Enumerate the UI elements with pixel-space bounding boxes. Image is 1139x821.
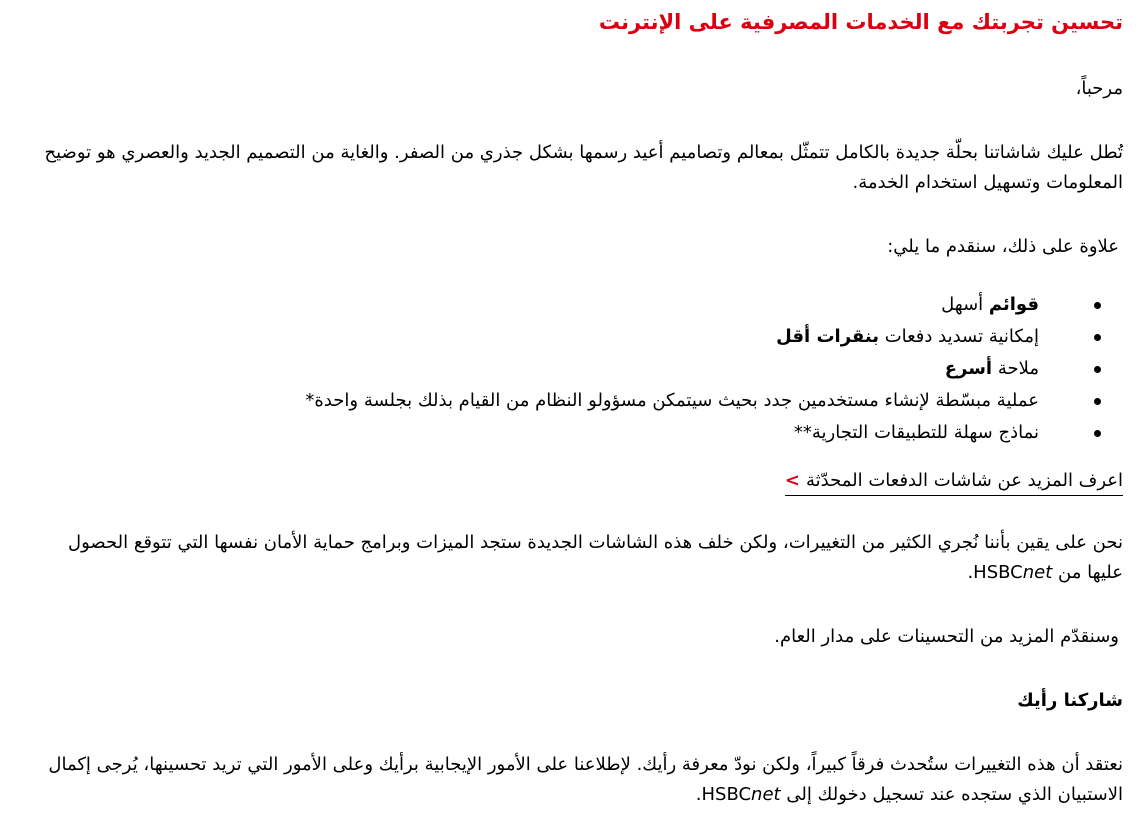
list-intro: علاوة على ذلك، سنقدم ما يلي: [887,236,1119,257]
intro-paragraph: تُطل عليك شاشاتنا بحلّة جديدة بالكامل تتمثّل بمعالم وتصاميم أعيد رسمها بشكل جذري من الصفر. والغاية من التصميم الجديد والعصري هو توضيح المعلومات وتسهيل استخدام الخدمة. [44,142,1123,193]
list-item: إمكانية تسديد دفعات بنقرات أقل [30,321,1039,353]
learn-more-label: اعرف المزيد عن شاشات الدفعات المحدّثة [805,470,1123,491]
learn-more-link[interactable] [785,467,1123,496]
page-title: تحسين تجربتك مع الخدمات المصرفية على الإنترنت [598,10,1123,34]
list-item: نماذج سهلة للتطبيقات التجارية** [30,417,1039,449]
brand-name: HSBCnet [973,562,1053,583]
changes-paragraph: نحن على يقين بأننا نُجري الكثير من التغييرات، ولكن خلف هذه الشاشات الجديدة ستجد الميزات وبرامج حماية الأمان نفسها التي تتوقع الحصول عليها من HSBCnet. [30,528,1123,588]
list-item: قوائم أسهل [30,289,1039,321]
brand-name: HSBCnet [701,784,781,805]
feedback-heading: شاركنا رأيك [1017,690,1123,711]
chevron-right-icon: > [784,470,800,491]
improvements-text: وسنقدّم المزيد من التحسينات على مدار العام. [774,626,1119,647]
list-item: ملاحة أسرع [30,353,1039,385]
list-item: عملية مبسّطة لإنشاء مستخدمين جدد بحيث سيتمكن مسؤولو النظام من القيام بذلك بجلسة واحدة* [30,385,1039,417]
greeting: مرحباً، [1075,78,1123,99]
feedback-paragraph: نعتقد أن هذه التغييرات ستُحدث فرقاً كبيراً، ولكن نودّ معرفة رأيك. لإطلاعنا على الأمور الإيجابية برأيك وعلى الأمور التي تريد تحسينها، يُرجى إكمال الاستبيان الذي ستجده عند تسجيل دخولك إلى HSBCnet. [30,750,1123,810]
features-list [30,289,1123,449]
